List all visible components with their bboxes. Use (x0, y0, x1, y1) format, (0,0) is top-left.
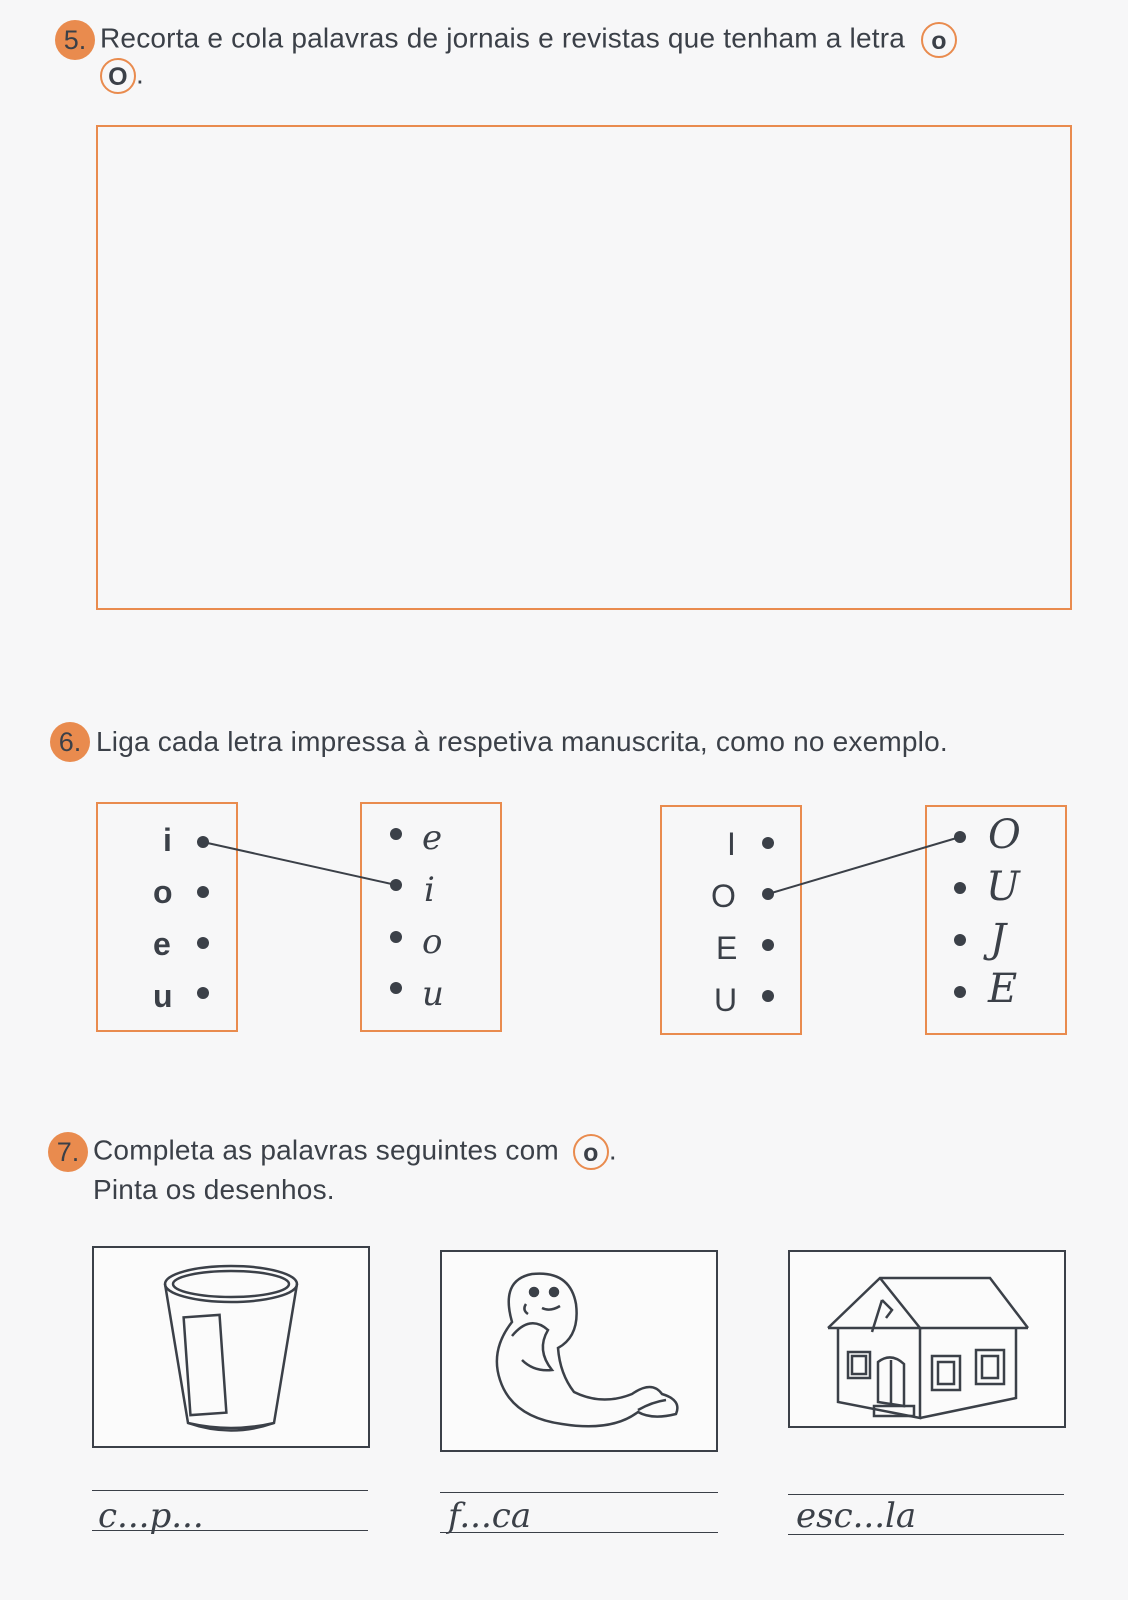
dot-lower-printed-e (197, 937, 209, 949)
printed-letter-e: e (153, 926, 171, 962)
letter-o-badge-ex7: o (573, 1134, 609, 1170)
printed-letter-O: O (711, 878, 736, 914)
dot-upper-cursive-E (954, 986, 966, 998)
cup-drawing (94, 1248, 372, 1450)
exercise-7-instruction (93, 1134, 617, 1170)
word-foca[interactable]: f...ca (448, 1496, 532, 1536)
dot-upper-printed-I (762, 837, 774, 849)
example-line-upper (768, 837, 960, 894)
dot-upper-printed-U (762, 990, 774, 1002)
exercise-5-trailing: . (136, 58, 144, 90)
exercise-6-number: 6. (50, 722, 90, 762)
picture-box-school[interactable] (788, 1250, 1066, 1428)
dot-upper-cursive-J (954, 934, 966, 946)
answer-line-top-3 (788, 1494, 1064, 1495)
printed-letter-I: I (727, 826, 736, 862)
dot-upper-printed-E (762, 939, 774, 951)
exercise-7-number: 7. (48, 1132, 88, 1172)
cursive-letter-o: o (422, 922, 443, 962)
dot-upper-cursive-U (954, 882, 966, 894)
exercise-7-instruction-line2: Pinta os desenhos. (93, 1174, 335, 1205)
dot-lower-cursive-e (390, 828, 402, 840)
cursive-letter-E-upper: E (988, 966, 1018, 1012)
cursive-letter-O-upper: O (988, 812, 1021, 858)
word-escola[interactable]: esc...la (796, 1496, 917, 1536)
word-copo[interactable]: c...p... (98, 1496, 204, 1536)
picture-box-seal[interactable] (440, 1250, 718, 1452)
cursive-letter-J-upper: J (990, 916, 1007, 962)
exercise-7-text: Completa as palavras seguintes com (93, 1134, 559, 1166)
answer-line-top-2 (440, 1492, 718, 1493)
exercise-7-trailing: . (608, 1134, 617, 1166)
dot-lower-printed-o (197, 886, 209, 898)
picture-box-cup[interactable] (92, 1246, 370, 1448)
cursive-letter-u: u (422, 974, 444, 1014)
example-line-lower (203, 842, 396, 885)
cursive-letter-e: e (422, 818, 443, 858)
printed-letter-o: o (153, 874, 173, 910)
dot-lower-cursive-o (390, 931, 402, 943)
cursive-letter-i: i (424, 870, 435, 910)
exercise-6-instruction: Liga cada letra impressa à respetiva manuscrita, como no exemplo. (96, 726, 948, 757)
cursive-letter-U-upper: U (986, 864, 1020, 910)
exercise-5-text: Recorta e cola palavras de jornais e revistas que tenham a letra (100, 22, 906, 54)
printed-letter-U: U (714, 982, 738, 1018)
dot-lower-printed-u (197, 987, 209, 999)
letter-o-upper-badge: O (100, 58, 136, 94)
seal-drawing (442, 1252, 720, 1454)
exercise-5-number: 5. (55, 20, 95, 60)
dot-lower-cursive-u (390, 982, 402, 994)
answer-line-top-1 (92, 1490, 368, 1491)
printed-letter-E: E (716, 930, 738, 966)
printed-letter-i: i (163, 822, 172, 858)
printed-letter-u: u (153, 978, 173, 1014)
school-drawing (790, 1252, 1068, 1430)
letter-o-lower-badge: o (921, 22, 957, 58)
